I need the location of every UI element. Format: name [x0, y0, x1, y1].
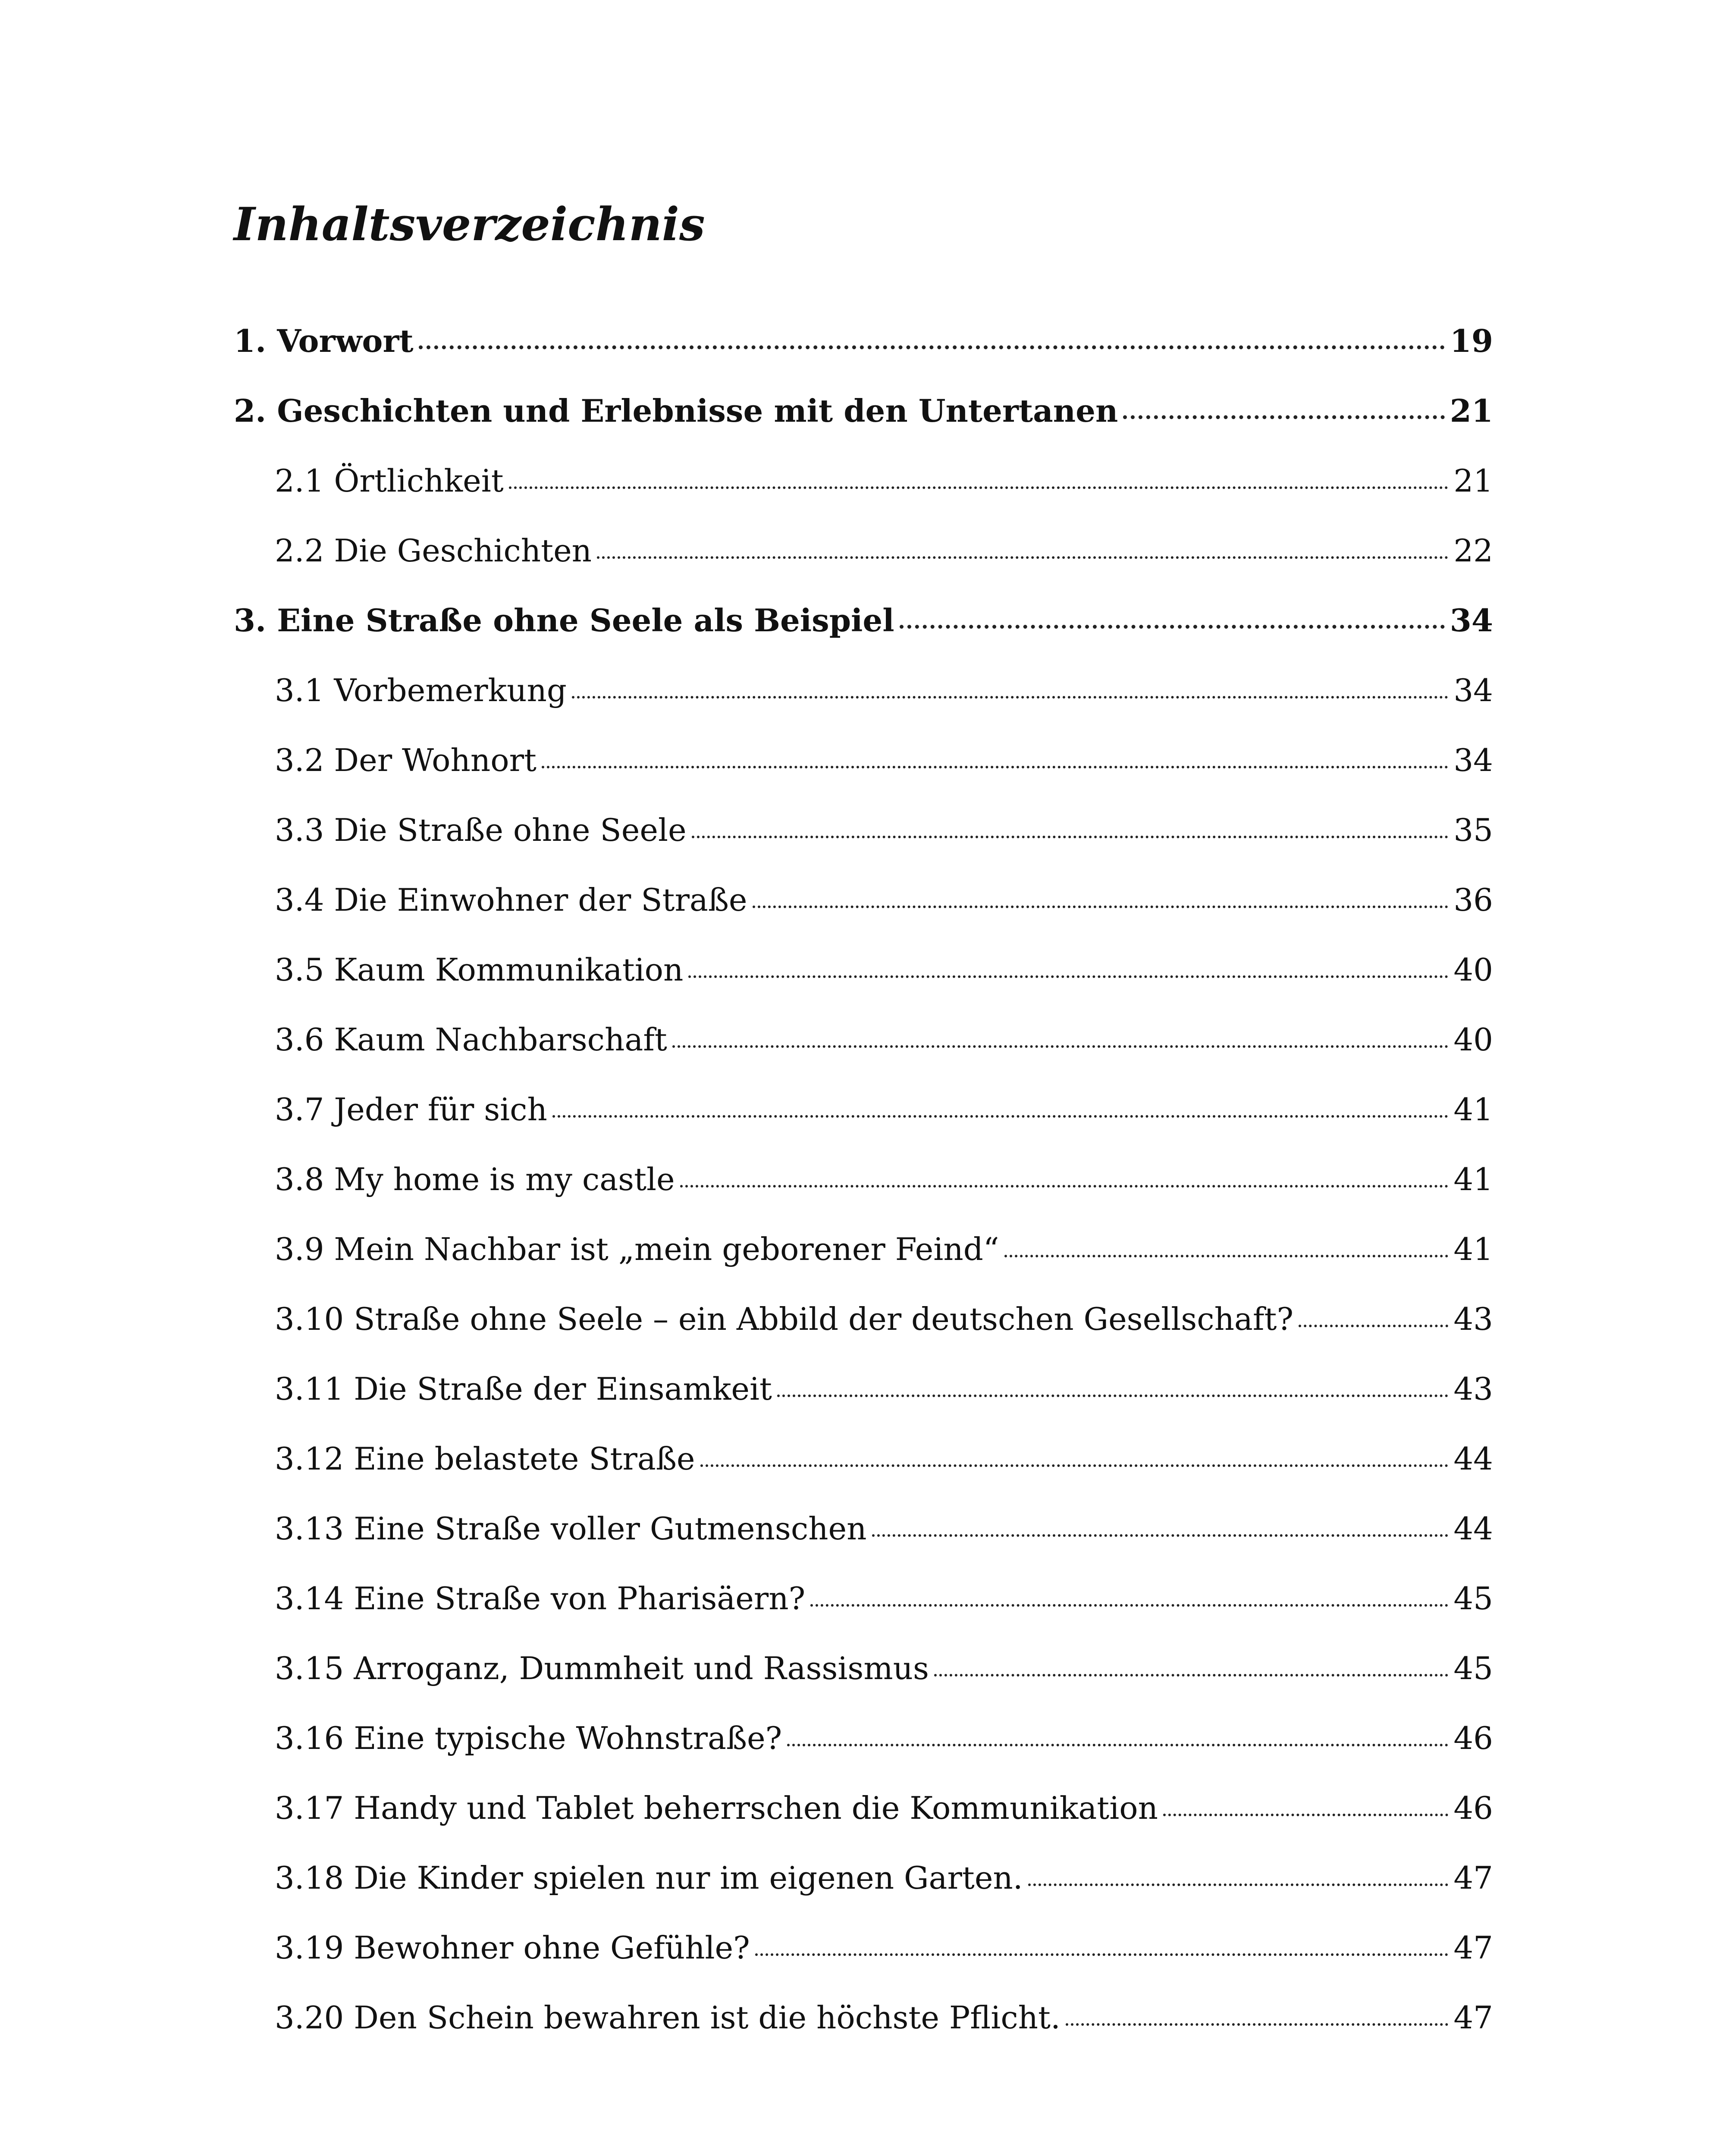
toc-entry-label: 3.20 Den Schein bewahren ist die höchste Pflicht. — [275, 1999, 1061, 2036]
toc-entry-page-number: 47 — [1453, 1999, 1493, 2036]
toc-entry-label: 3.4 Die Einwohner der Straße — [275, 882, 747, 918]
toc-entry-label: 3.8 My home is my castle — [275, 1161, 675, 1197]
toc-entry-label: 3.18 Die Kinder spielen nur im eigenen Garten. — [275, 1860, 1023, 1896]
toc-entry-label: 3.14 Eine Straße von Pharisäern? — [275, 1580, 806, 1617]
dot-leader — [1163, 1814, 1448, 1816]
toc-entry[interactable] — [234, 1144, 1493, 1214]
dot-leader — [753, 906, 1449, 908]
toc-entry-page-number: 40 — [1453, 952, 1493, 988]
toc-entry-page-number: 47 — [1453, 1930, 1493, 1966]
toc-entry[interactable] — [234, 1005, 1493, 1075]
toc-title: Inhaltsverzeichnis — [234, 197, 705, 251]
toc-entry-label: 2.2 Die Geschichten — [275, 533, 592, 569]
toc-entry-page-number: 40 — [1453, 1022, 1493, 1058]
toc-entry-label: 3.9 Mein Nachbar ist „mein geborener Feind“ — [275, 1231, 999, 1267]
toc-entry-label: 3.12 Eine belastete Straße — [275, 1441, 695, 1477]
dot-leader — [680, 1185, 1449, 1188]
dot-leader — [934, 1674, 1448, 1677]
toc-entry-page-number: 34 — [1450, 602, 1493, 639]
dot-leader — [552, 1115, 1449, 1118]
toc-entry-label: 3.5 Kaum Kommunikation — [275, 952, 684, 988]
toc-entry[interactable] — [234, 655, 1493, 725]
toc-entry[interactable] — [234, 1773, 1493, 1843]
toc-entry[interactable] — [234, 516, 1493, 586]
toc-entry[interactable] — [234, 446, 1493, 516]
toc-entry[interactable] — [234, 1075, 1493, 1144]
toc-entry-page-number: 46 — [1453, 1720, 1493, 1756]
toc-entry-page-number: 44 — [1453, 1510, 1493, 1547]
dot-leader — [542, 766, 1448, 768]
toc-entry-page-number: 43 — [1453, 1371, 1493, 1407]
toc-entry-label: 3.15 Arroganz, Dummheit und Rassismus — [275, 1650, 929, 1686]
toc-entry[interactable] — [234, 795, 1493, 865]
dot-leader — [900, 625, 1445, 629]
toc-entry-label: 3.2 Der Wohnort — [275, 742, 537, 778]
toc-entry-label: 3.16 Eine typische Wohnstraße? — [275, 1720, 782, 1756]
toc-entry-page-number: 19 — [1450, 323, 1493, 359]
toc-entry-label: 3.7 Jeder für sich — [275, 1091, 547, 1128]
toc-entry[interactable] — [234, 1843, 1493, 1913]
toc-entry-page-number: 36 — [1453, 882, 1493, 918]
toc-entry-page-number: 45 — [1453, 1650, 1493, 1686]
dot-leader — [1066, 2023, 1449, 2026]
toc-entry-label: 3.13 Eine Straße voller Gutmenschen — [275, 1510, 867, 1547]
toc-entry[interactable] — [234, 935, 1493, 1005]
toc-entry-page-number: 41 — [1453, 1091, 1493, 1128]
toc-entry-page-number: 43 — [1453, 1301, 1493, 1337]
toc-entry[interactable] — [234, 1214, 1493, 1284]
dot-leader — [1004, 1255, 1449, 1257]
toc-entry-page-number: 44 — [1453, 1441, 1493, 1477]
toc-entry-label: 2.1 Örtlichkeit — [275, 463, 504, 499]
dot-leader — [787, 1744, 1448, 1746]
toc-entry[interactable] — [234, 1703, 1493, 1773]
dot-leader — [1299, 1325, 1448, 1327]
toc-entry[interactable] — [234, 1354, 1493, 1424]
dot-leader — [872, 1534, 1449, 1537]
dot-leader — [419, 345, 1445, 349]
toc-entry[interactable] — [234, 1983, 1493, 2053]
toc-entry-page-number: 47 — [1453, 1860, 1493, 1896]
toc-list — [234, 306, 1493, 2053]
toc-entry-label: 3.6 Kaum Nachbarschaft — [275, 1022, 667, 1058]
dot-leader — [1123, 415, 1444, 419]
toc-entry-label: 1. Vorwort — [234, 323, 414, 359]
toc-entry[interactable] — [234, 725, 1493, 795]
toc-entry[interactable] — [234, 306, 1493, 376]
toc-entry-label: 2. Geschichten und Erlebnisse mit den Untertanen — [234, 392, 1118, 429]
toc-entry-label: 3.3 Die Straße ohne Seele — [275, 812, 687, 848]
dot-leader — [688, 975, 1448, 978]
toc-entry-page-number: 22 — [1453, 533, 1493, 569]
toc-entry-label: 3.1 Vorbemerkung — [275, 672, 567, 708]
toc-entry-page-number: 35 — [1453, 812, 1493, 848]
dot-leader — [597, 556, 1448, 559]
toc-entry-page-number: 34 — [1453, 742, 1493, 778]
toc-entry-page-number: 34 — [1453, 672, 1493, 708]
toc-entry[interactable] — [234, 1633, 1493, 1703]
toc-entry[interactable] — [234, 1284, 1493, 1354]
toc-entry-page-number: 41 — [1453, 1161, 1493, 1197]
dot-leader — [509, 486, 1449, 489]
toc-entry-page-number: 41 — [1453, 1231, 1493, 1267]
toc-entry-label: 3.19 Bewohner ohne Gefühle? — [275, 1930, 750, 1966]
dot-leader — [700, 1464, 1449, 1467]
toc-entry[interactable] — [234, 865, 1493, 935]
toc-entry-page-number: 21 — [1450, 392, 1493, 429]
toc-entry-label: 3.10 Straße ohne Seele – ein Abbild der deutschen Gesellschaft? — [275, 1301, 1294, 1337]
dot-leader — [755, 1953, 1449, 1956]
dot-leader — [572, 696, 1448, 699]
toc-entry[interactable] — [234, 1564, 1493, 1633]
toc-entry-page-number: 46 — [1453, 1790, 1493, 1826]
toc-entry-label: 3.11 Die Straße der Einsamkeit — [275, 1371, 772, 1407]
dot-leader — [777, 1395, 1448, 1397]
toc-entry[interactable] — [234, 1913, 1493, 1983]
dot-leader — [692, 836, 1449, 838]
toc-entry-label: 3.17 Handy und Tablet beherrschen die Kommunikation — [275, 1790, 1158, 1826]
toc-entry[interactable] — [234, 376, 1493, 446]
dot-leader — [810, 1604, 1448, 1607]
toc-entry[interactable] — [234, 586, 1493, 655]
dot-leader — [672, 1045, 1449, 1048]
toc-entry[interactable] — [234, 1424, 1493, 1494]
toc-entry-page-number: 21 — [1453, 463, 1493, 499]
toc-entry-page-number: 45 — [1453, 1580, 1493, 1617]
toc-entry[interactable] — [234, 1494, 1493, 1564]
dot-leader — [1028, 1883, 1449, 1886]
toc-entry-label: 3. Eine Straße ohne Seele als Beispiel — [234, 602, 894, 639]
